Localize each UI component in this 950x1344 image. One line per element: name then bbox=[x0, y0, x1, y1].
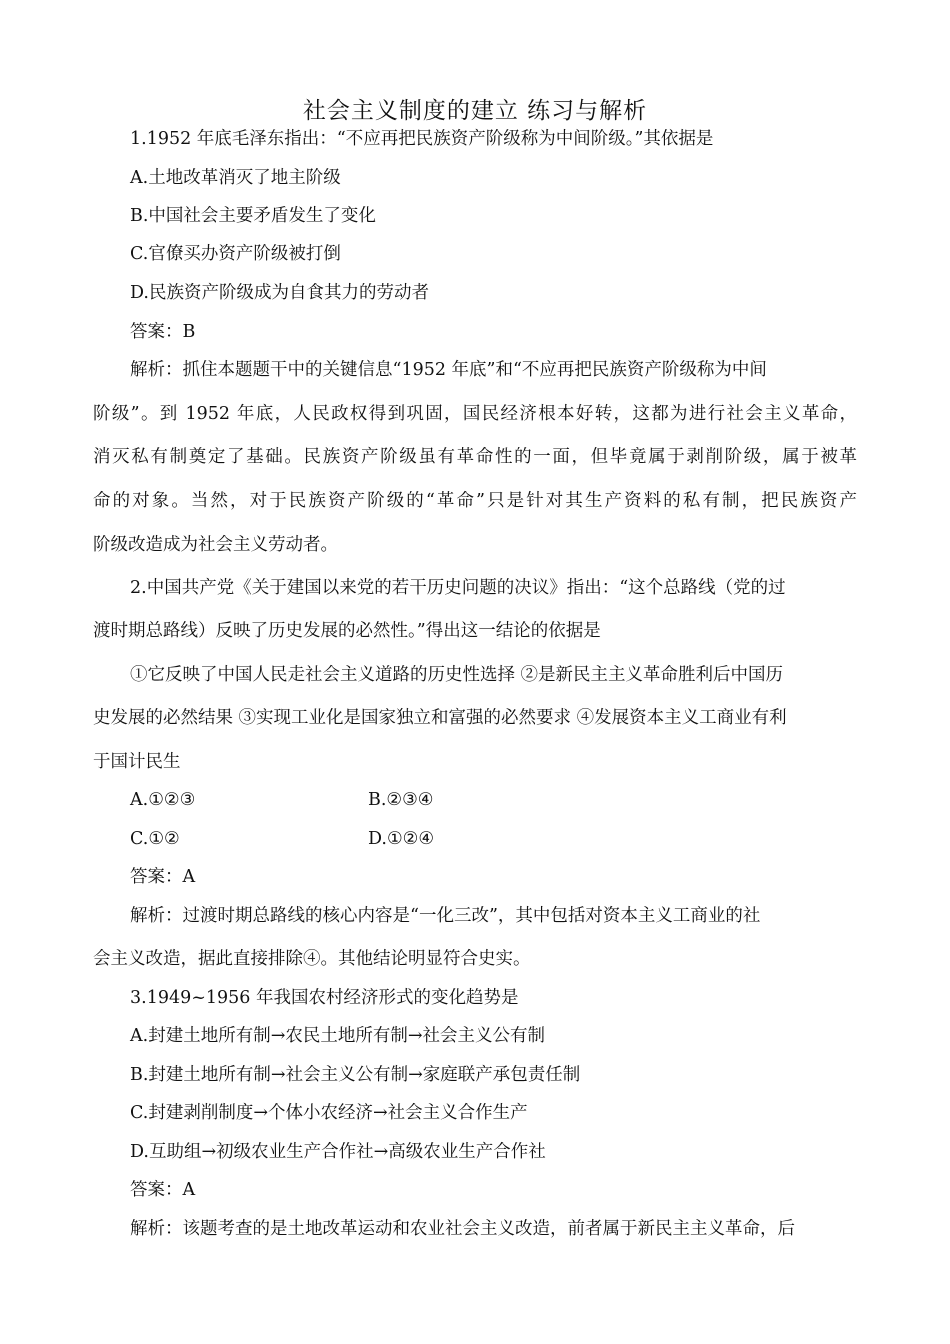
question-2-analysis-line: 解析：过渡时期总路线的核心内容是“一化三改”，其中包括对资本主义工商业的社 bbox=[130, 906, 761, 926]
question-2-option-a: A.①②③ bbox=[130, 790, 196, 810]
question-2-answer: 答案：A bbox=[130, 867, 196, 887]
question-2-statement-line: ①它反映了中国人民走社会主义道路的历史性选择 ②是新民主主义革命胜利后中国历 bbox=[130, 665, 784, 685]
question-1-answer: 答案：B bbox=[130, 322, 196, 342]
question-3-answer: 答案：A bbox=[130, 1180, 196, 1200]
question-2-stem-line: 2.中国共产党《关于建国以来党的若干历史问题的决议》指出：“这个总路线（党的过 bbox=[130, 578, 786, 598]
question-2-option-c: C.①② bbox=[130, 829, 180, 849]
question-3-option-a: A.封建土地所有制→农民土地所有制→社会主义公有制 bbox=[130, 1026, 546, 1046]
question-2-statement-line: 史发展的必然结果 ③实现工业化是国家独立和富强的必然要求 ④发展资本主义工商业有利 bbox=[93, 708, 787, 728]
question-2-statement-line: 于国计民生 bbox=[93, 752, 181, 772]
question-1-option-c: C.官僚买办资产阶级被打倒 bbox=[130, 244, 341, 264]
question-1-option-b: B.中国社会主要矛盾发生了变化 bbox=[130, 206, 376, 226]
question-2-option-d: D.①②④ bbox=[368, 829, 435, 849]
question-1-analysis-line: 解析：抓住本题题干中的关键信息“1952 年底”和“不应再把民族资产阶级称为中间 bbox=[130, 360, 767, 380]
question-2-option-b: B.②③④ bbox=[368, 790, 434, 810]
question-2-stem-line: 渡时期总路线）反映了历史发展的必然性。”得出这一结论的依据是 bbox=[93, 621, 601, 641]
question-1-analysis-line: 阶级”。到 1952 年底，人民政权得到巩固，国民经济根本好转，这都为进行社会主义革命， bbox=[93, 404, 857, 424]
question-1-option-a: A.土地改革消灭了地主阶级 bbox=[130, 168, 341, 188]
question-1-analysis-line: 消灭私有制奠定了基础。民族资产阶级虽有革命性的一面，但毕竟属于剥削阶级，属于被革 bbox=[93, 447, 857, 467]
question-1-option-d: D.民族资产阶级成为自食其力的劳动者 bbox=[130, 283, 429, 303]
question-3-option-d: D.互助组→初级农业生产合作社→高级农业生产合作社 bbox=[130, 1142, 546, 1162]
question-3-option-b: B.封建土地所有制→社会主义公有制→家庭联产承包责任制 bbox=[130, 1065, 581, 1085]
question-3-analysis-line: 解析：该题考查的是土地改革运动和农业社会主义改造，前者属于新民主主义革命，后 bbox=[130, 1219, 795, 1239]
question-3-stem: 3.1949~1956 年我国农村经济形式的变化趋势是 bbox=[130, 988, 519, 1008]
page-title: 社会主义制度的建立 练习与解析 bbox=[302, 98, 648, 124]
question-1-stem: 1.1952 年底毛泽东指出：“不应再把民族资产阶级称为中间阶级。”其依据是 bbox=[130, 129, 714, 149]
question-3-option-c: C.封建剥削制度→个体小农经济→社会主义合作生产 bbox=[130, 1103, 528, 1123]
question-2-analysis-line: 会主义改造，据此直接排除④。其他结论明显符合史实。 bbox=[93, 949, 531, 969]
question-1-analysis-line: 命的对象。当然，对于民族资产阶级的“革命”只是针对其生产资料的私有制，把民族资产 bbox=[93, 491, 857, 511]
question-1-analysis-line: 阶级改造成为社会主义劳动者。 bbox=[93, 535, 338, 555]
